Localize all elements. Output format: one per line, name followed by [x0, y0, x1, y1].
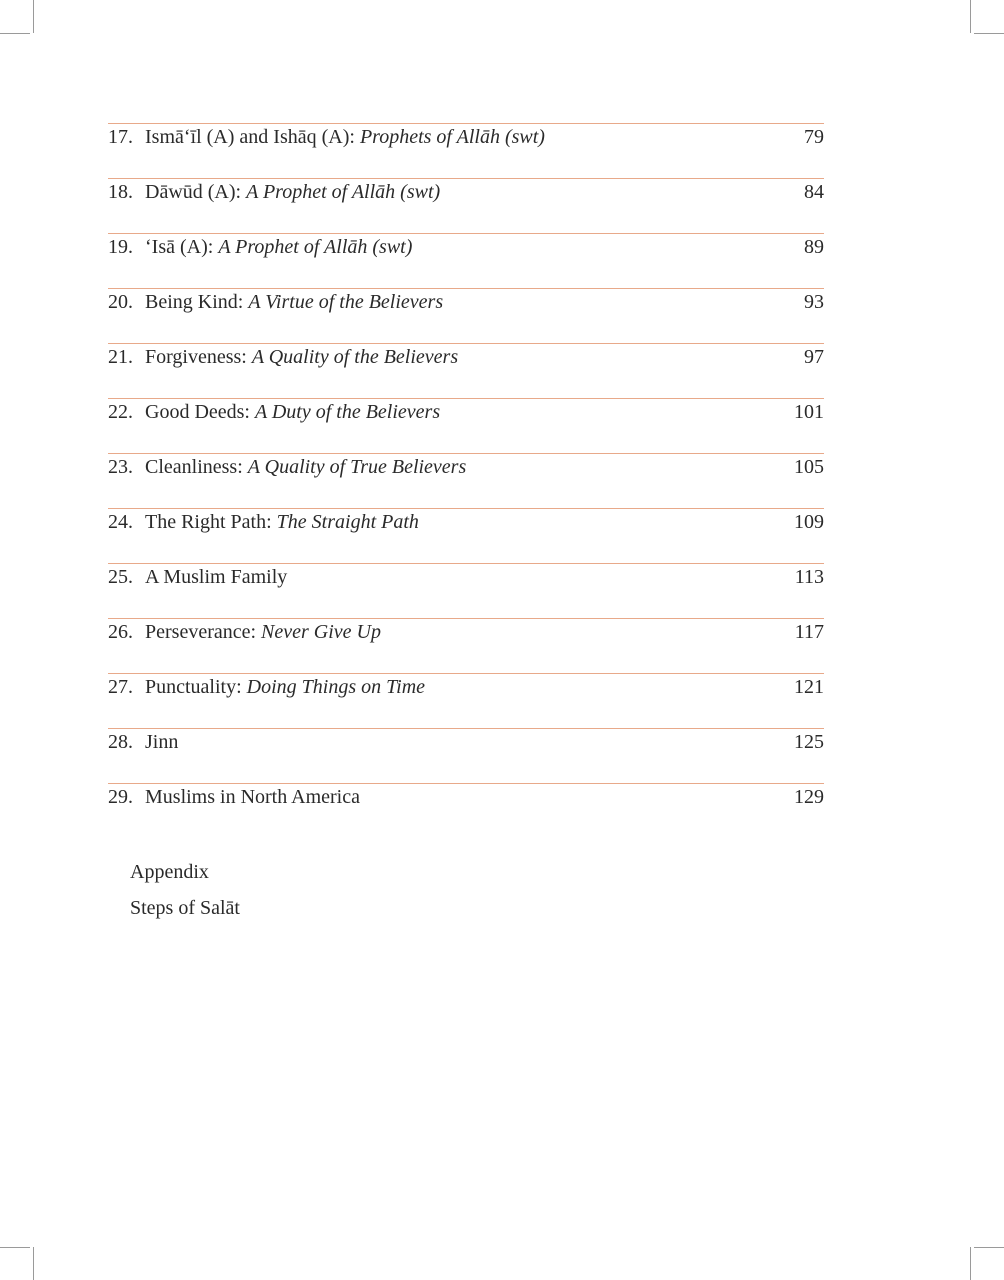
toc-entry-number: 17.	[108, 126, 133, 148]
toc-entry-number: 25.	[108, 566, 133, 588]
toc-entry-number: 29.	[108, 786, 133, 808]
toc-entry[interactable]	[108, 728, 824, 783]
toc-entry-number: 18.	[108, 181, 133, 203]
toc-entry-page: 93	[804, 291, 824, 313]
toc-entry-page: 113	[794, 566, 824, 588]
appendix-heading[interactable]: Appendix	[130, 861, 209, 883]
toc-entry-number: 27.	[108, 676, 133, 698]
toc-entry-number: 26.	[108, 621, 133, 643]
toc-entry[interactable]	[108, 508, 824, 563]
toc-entry-number: 23.	[108, 456, 133, 478]
crop-mark	[970, 0, 971, 33]
toc-entry-number: 19.	[108, 236, 133, 258]
toc-entry-title: Cleanliness: A Quality of True Believers	[145, 456, 467, 478]
crop-mark	[33, 0, 34, 33]
toc-entry-subtitle: Prophets of Allāh (swt)	[359, 126, 545, 148]
toc-entry-title: Being Kind: A Virtue of the Believers	[145, 291, 444, 313]
toc-entry-page: 97	[804, 346, 824, 368]
toc-entry-subtitle: Doing Things on Time	[246, 676, 426, 698]
toc-entry-title: Jinn	[145, 731, 179, 753]
toc-entry-page: 84	[804, 181, 824, 203]
toc-entry[interactable]	[108, 783, 824, 838]
appendix-item[interactable]: Steps of Salāt	[130, 897, 240, 919]
toc-entry-subtitle: A Prophet of Allāh (swt)	[218, 236, 413, 258]
toc-entry-subtitle: The Straight Path	[276, 511, 419, 533]
toc-entry-number: 22.	[108, 401, 133, 423]
toc-entry-title: ‘Isā (A): A Prophet of Allāh (swt)	[145, 236, 413, 258]
toc-entry-number: 24.	[108, 511, 133, 533]
toc-entry[interactable]	[108, 453, 824, 508]
toc-entry-title: Forgiveness: A Quality of the Believers	[145, 346, 459, 368]
toc-entry-title: Perseverance: Never Give Up	[145, 621, 381, 643]
toc-entry-title: Muslims in North America	[145, 786, 360, 808]
toc-entry-subtitle: A Quality of True Believers	[247, 456, 467, 478]
crop-mark	[974, 1247, 1004, 1248]
toc-entry-page: 129	[794, 786, 824, 808]
toc-entry-title: A Muslim Family	[145, 566, 288, 588]
toc-entry-title: Punctuality: Doing Things on Time	[145, 676, 426, 698]
toc-entry-title: The Right Path: The Straight Path	[145, 511, 419, 533]
toc-entry-number: 28.	[108, 731, 133, 753]
toc-entry-title: Good Deeds: A Duty of the Believers	[145, 401, 441, 423]
toc-entry-subtitle: A Virtue of the Believers	[248, 291, 444, 313]
toc-entry-number: 20.	[108, 291, 133, 313]
toc-entry[interactable]	[108, 288, 824, 343]
toc-entry[interactable]	[108, 178, 824, 233]
toc-entry-title: Dāwūd (A): A Prophet of Allāh (swt)	[145, 181, 441, 203]
table-of-contents	[108, 123, 824, 838]
toc-entry[interactable]	[108, 233, 824, 288]
crop-mark	[974, 33, 1004, 34]
toc-entry-page: 101	[794, 401, 824, 423]
toc-entry[interactable]	[108, 123, 824, 178]
toc-entry-page: 117	[794, 621, 824, 643]
toc-entry-page: 89	[804, 236, 824, 258]
toc-entry-subtitle: Never Give Up	[261, 621, 381, 643]
crop-mark	[0, 33, 30, 34]
toc-entry-subtitle: A Quality of the Believers	[251, 346, 459, 368]
toc-entry-page: 79	[804, 126, 824, 148]
crop-mark	[0, 1247, 30, 1248]
toc-entry[interactable]	[108, 618, 824, 673]
crop-mark	[33, 1247, 34, 1280]
toc-entry-number: 21.	[108, 346, 133, 368]
toc-entry-title: Ismā‘īl (A) and Ishāq (A): Prophets of Allāh (swt)	[145, 126, 545, 148]
crop-mark	[970, 1247, 971, 1280]
toc-entry-subtitle: A Duty of the Believers	[254, 401, 441, 423]
toc-entry[interactable]	[108, 673, 824, 728]
toc-entry-page: 105	[794, 456, 824, 478]
toc-entry-subtitle: A Prophet of Allāh (swt)	[246, 181, 441, 203]
toc-entry-page: 109	[794, 511, 824, 533]
toc-entry[interactable]	[108, 343, 824, 398]
toc-entry[interactable]	[108, 398, 824, 453]
toc-entry[interactable]	[108, 563, 824, 618]
toc-entry-page: 121	[794, 676, 824, 698]
toc-entry-page: 125	[794, 731, 824, 753]
